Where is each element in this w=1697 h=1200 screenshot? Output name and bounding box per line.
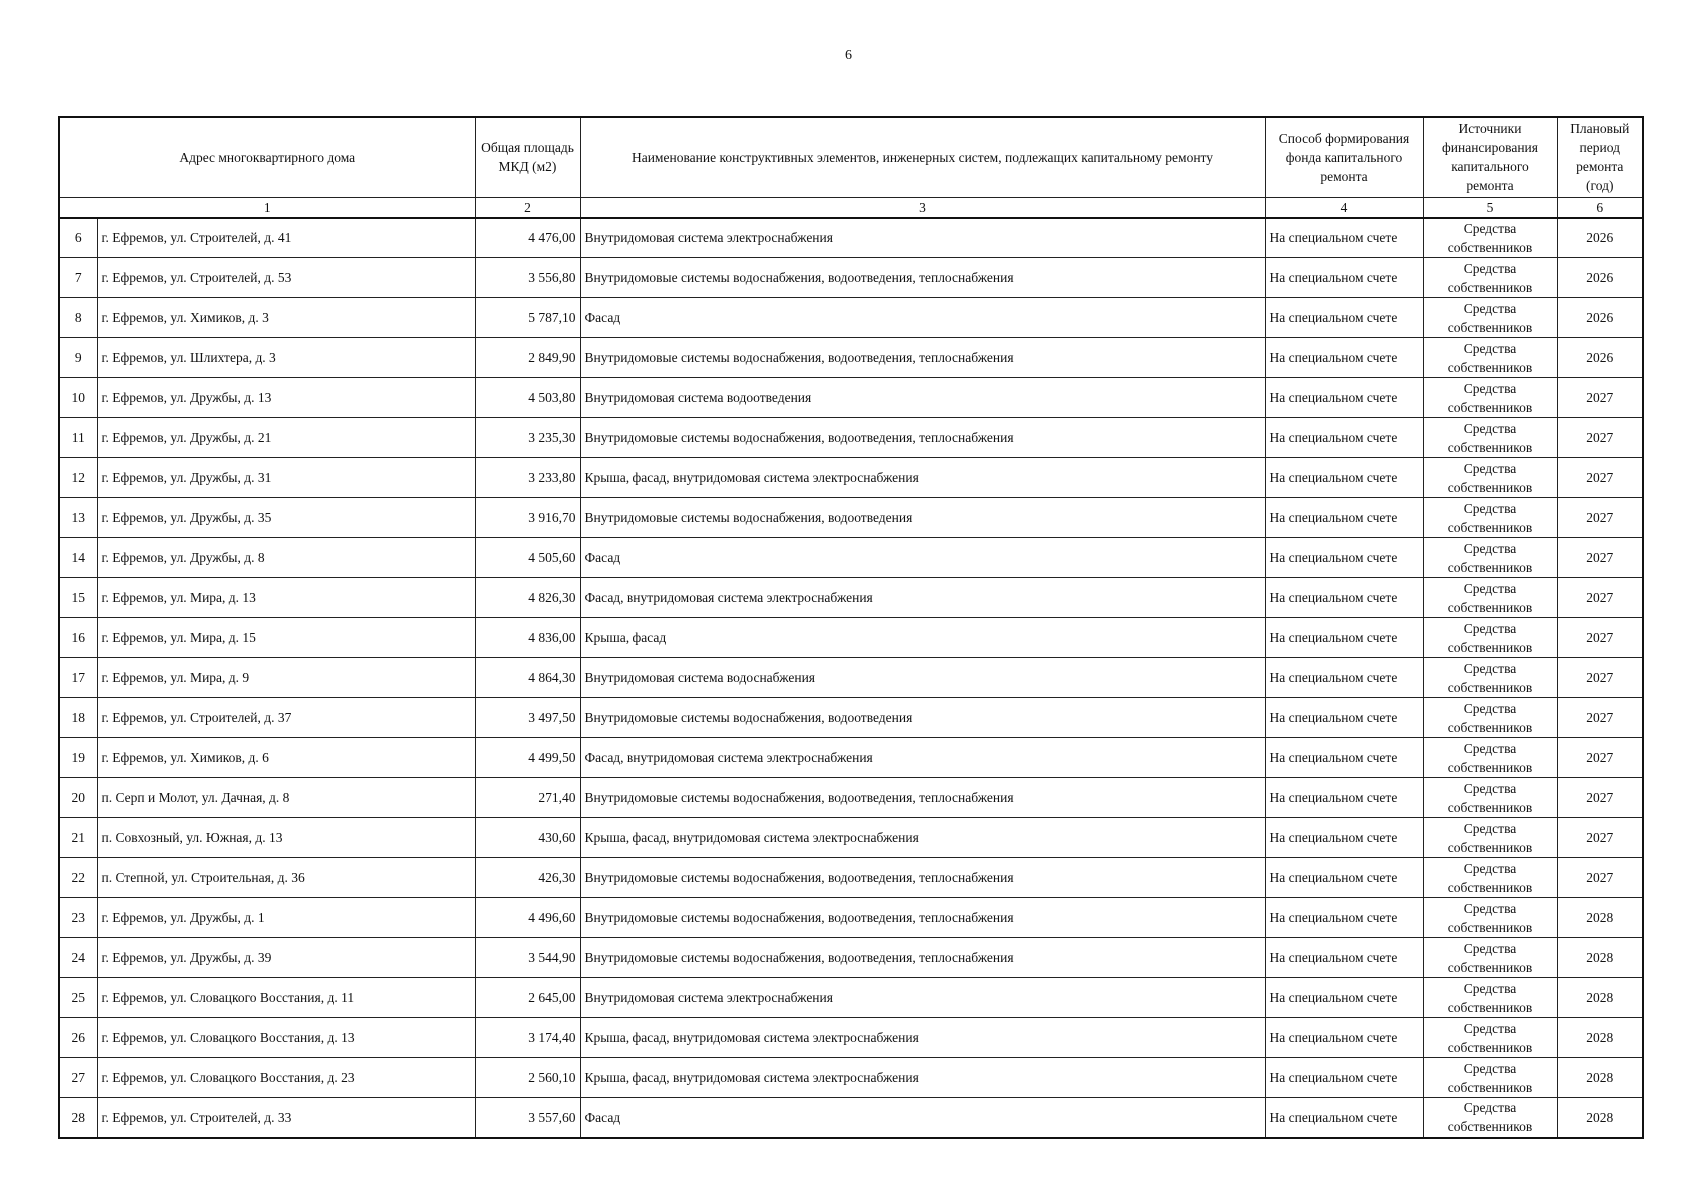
row-number: 27 (59, 1058, 97, 1098)
elements-cell: Внутридомовые системы водоснабжения, водоотведения, теплоснабжения (580, 258, 1265, 298)
table-row (59, 1098, 1643, 1138)
elements-cell: Внутридомовые системы водоснабжения, водоотведения, теплоснабжения (580, 858, 1265, 898)
address-cell: г. Ефремов, ул. Словацкого Восстания, д. 23 (97, 1058, 475, 1098)
year-cell: 2027 (1557, 778, 1643, 818)
table-row (59, 898, 1643, 938)
elements-cell: Фасад (580, 1098, 1265, 1138)
elements-cell: Внутридомовые системы водоснабжения, водоотведения, теплоснабжения (580, 418, 1265, 458)
row-number: 14 (59, 538, 97, 578)
year-cell: 2027 (1557, 698, 1643, 738)
method-cell: На специальном счете (1265, 778, 1423, 818)
method-cell: На специальном счете (1265, 498, 1423, 538)
source-cell: Средства собственников (1423, 418, 1557, 458)
year-cell: 2028 (1557, 1098, 1643, 1138)
area-cell: 4 499,50 (475, 738, 580, 778)
area-cell: 4 836,00 (475, 618, 580, 658)
elements-cell: Внутридомовая система электроснабжения (580, 978, 1265, 1018)
area-cell: 3 235,30 (475, 418, 580, 458)
row-number: 12 (59, 458, 97, 498)
row-number: 25 (59, 978, 97, 1018)
row-number: 21 (59, 818, 97, 858)
source-cell: Средства собственников (1423, 938, 1557, 978)
address-cell: г. Ефремов, ул. Мира, д. 15 (97, 618, 475, 658)
source-cell: Средства собственников (1423, 298, 1557, 338)
method-cell: На специальном счете (1265, 658, 1423, 698)
method-cell: На специальном счете (1265, 258, 1423, 298)
row-number: 17 (59, 658, 97, 698)
year-cell: 2027 (1557, 538, 1643, 578)
area-cell: 4 503,80 (475, 378, 580, 418)
column-number: 4 (1265, 197, 1423, 218)
elements-cell: Фасад, внутридомовая система электроснабжения (580, 578, 1265, 618)
year-cell: 2027 (1557, 498, 1643, 538)
address-cell: г. Ефремов, ул. Мира, д. 9 (97, 658, 475, 698)
area-cell: 3 233,80 (475, 458, 580, 498)
row-number: 28 (59, 1098, 97, 1138)
method-cell: На специальном счете (1265, 938, 1423, 978)
source-cell: Средства собственников (1423, 578, 1557, 618)
row-number: 11 (59, 418, 97, 458)
row-number: 9 (59, 338, 97, 378)
method-cell: На специальном счете (1265, 298, 1423, 338)
elements-cell: Крыша, фасад (580, 618, 1265, 658)
elements-cell: Крыша, фасад, внутридомовая система электроснабжения (580, 1018, 1265, 1058)
elements-cell: Внутридомовые системы водоснабжения, водоотведения (580, 498, 1265, 538)
table-row (59, 738, 1643, 778)
table-header (59, 117, 1643, 218)
table-row (59, 578, 1643, 618)
area-cell: 3 556,80 (475, 258, 580, 298)
address-cell: г. Ефремов, ул. Дружбы, д. 35 (97, 498, 475, 538)
year-cell: 2027 (1557, 458, 1643, 498)
address-cell: г. Ефремов, ул. Дружбы, д. 39 (97, 938, 475, 978)
year-cell: 2028 (1557, 1058, 1643, 1098)
address-cell: г. Ефремов, ул. Строителей, д. 33 (97, 1098, 475, 1138)
table-row (59, 218, 1643, 258)
year-cell: 2027 (1557, 418, 1643, 458)
header-area: Общая площадь МКД (м2) (475, 117, 580, 197)
column-number: 5 (1423, 197, 1557, 218)
method-cell: На специальном счете (1265, 1098, 1423, 1138)
header-source: Источники финансирования капитального ремонта (1423, 117, 1557, 197)
elements-cell: Фасад, внутридомовая система электроснабжения (580, 738, 1265, 778)
year-cell: 2026 (1557, 258, 1643, 298)
year-cell: 2027 (1557, 578, 1643, 618)
header-method: Способ формирования фонда капитального ремонта (1265, 117, 1423, 197)
method-cell: На специальном счете (1265, 898, 1423, 938)
elements-cell: Крыша, фасад, внутридомовая система электроснабжения (580, 818, 1265, 858)
year-cell: 2027 (1557, 818, 1643, 858)
method-cell: На специальном счете (1265, 218, 1423, 258)
year-cell: 2027 (1557, 858, 1643, 898)
address-cell: г. Ефремов, ул. Дружбы, д. 31 (97, 458, 475, 498)
column-number: 2 (475, 197, 580, 218)
area-cell: 4 476,00 (475, 218, 580, 258)
method-cell: На специальном счете (1265, 538, 1423, 578)
area-cell: 4 864,30 (475, 658, 580, 698)
header-elements: Наименование конструктивных элементов, инженерных систем, подлежащих капитальному ремонту (580, 117, 1265, 197)
method-cell: На специальном счете (1265, 698, 1423, 738)
elements-cell: Внутридомовая система водоснабжения (580, 658, 1265, 698)
row-number: 10 (59, 378, 97, 418)
year-cell: 2026 (1557, 298, 1643, 338)
source-cell: Средства собственников (1423, 1018, 1557, 1058)
source-cell: Средства собственников (1423, 218, 1557, 258)
source-cell: Средства собственников (1423, 898, 1557, 938)
area-cell: 430,60 (475, 818, 580, 858)
header-address: Адрес многоквартирного дома (59, 117, 475, 197)
header-period: Плановый период ремонта (год) (1557, 117, 1643, 197)
method-cell: На специальном счете (1265, 858, 1423, 898)
row-number: 6 (59, 218, 97, 258)
row-number: 7 (59, 258, 97, 298)
source-cell: Средства собственников (1423, 258, 1557, 298)
source-cell: Средства собственников (1423, 498, 1557, 538)
address-cell: г. Ефремов, ул. Строителей, д. 53 (97, 258, 475, 298)
table-row (59, 298, 1643, 338)
source-cell: Средства собственников (1423, 458, 1557, 498)
elements-cell: Внутридомовые системы водоснабжения, водоотведения, теплоснабжения (580, 778, 1265, 818)
row-number: 19 (59, 738, 97, 778)
column-number: 1 (59, 197, 475, 218)
method-cell: На специальном счете (1265, 738, 1423, 778)
source-cell: Средства собственников (1423, 818, 1557, 858)
row-number: 24 (59, 938, 97, 978)
address-cell: п. Совхозный, ул. Южная, д. 13 (97, 818, 475, 858)
address-cell: г. Ефремов, ул. Шлихтера, д. 3 (97, 338, 475, 378)
row-number: 18 (59, 698, 97, 738)
area-cell: 5 787,10 (475, 298, 580, 338)
table-row (59, 1018, 1643, 1058)
table-row (59, 978, 1643, 1018)
address-cell: г. Ефремов, ул. Словацкого Восстания, д. 13 (97, 1018, 475, 1058)
source-cell: Средства собственников (1423, 538, 1557, 578)
table-row (59, 418, 1643, 458)
row-number: 20 (59, 778, 97, 818)
address-cell: г. Ефремов, ул. Дружбы, д. 13 (97, 378, 475, 418)
method-cell: На специальном счете (1265, 1018, 1423, 1058)
table-row (59, 818, 1643, 858)
table-row (59, 778, 1643, 818)
area-cell: 3 174,40 (475, 1018, 580, 1058)
source-cell: Средства собственников (1423, 338, 1557, 378)
address-cell: г. Ефремов, ул. Дружбы, д. 8 (97, 538, 475, 578)
address-cell: г. Ефремов, ул. Дружбы, д. 21 (97, 418, 475, 458)
row-number: 22 (59, 858, 97, 898)
elements-cell: Фасад (580, 298, 1265, 338)
source-cell: Средства собственников (1423, 658, 1557, 698)
year-cell: 2027 (1557, 738, 1643, 778)
table-row (59, 1058, 1643, 1098)
year-cell: 2027 (1557, 658, 1643, 698)
method-cell: На специальном счете (1265, 818, 1423, 858)
area-cell: 271,40 (475, 778, 580, 818)
table-row (59, 938, 1643, 978)
address-cell: г. Ефремов, ул. Строителей, д. 41 (97, 218, 475, 258)
elements-cell: Внутридомовая система водоотведения (580, 378, 1265, 418)
area-cell: 2 849,90 (475, 338, 580, 378)
area-cell: 2 560,10 (475, 1058, 580, 1098)
address-cell: п. Серп и Молот, ул. Дачная, д. 8 (97, 778, 475, 818)
address-cell: г. Ефремов, ул. Химиков, д. 3 (97, 298, 475, 338)
row-number: 26 (59, 1018, 97, 1058)
area-cell: 2 645,00 (475, 978, 580, 1018)
row-number: 23 (59, 898, 97, 938)
row-number: 13 (59, 498, 97, 538)
table-row (59, 458, 1643, 498)
table-row (59, 338, 1643, 378)
method-cell: На специальном счете (1265, 378, 1423, 418)
method-cell: На специальном счете (1265, 618, 1423, 658)
column-number: 3 (580, 197, 1265, 218)
elements-cell: Внутридомовые системы водоснабжения, водоотведения, теплоснабжения (580, 898, 1265, 938)
elements-cell: Внутридомовая система электроснабжения (580, 218, 1265, 258)
column-number: 6 (1557, 197, 1643, 218)
table-body (59, 218, 1643, 1138)
elements-cell: Крыша, фасад, внутридомовая система электроснабжения (580, 1058, 1265, 1098)
elements-cell: Внутридомовые системы водоснабжения, водоотведения, теплоснабжения (580, 938, 1265, 978)
address-cell: г. Ефремов, ул. Дружбы, д. 1 (97, 898, 475, 938)
table-row (59, 538, 1643, 578)
method-cell: На специальном счете (1265, 418, 1423, 458)
area-cell: 4 826,30 (475, 578, 580, 618)
elements-cell: Внутридомовые системы водоснабжения, водоотведения (580, 698, 1265, 738)
source-cell: Средства собственников (1423, 1058, 1557, 1098)
table-row (59, 258, 1643, 298)
address-cell: п. Степной, ул. Строительная, д. 36 (97, 858, 475, 898)
source-cell: Средства собственников (1423, 1098, 1557, 1138)
year-cell: 2028 (1557, 1018, 1643, 1058)
source-cell: Средства собственников (1423, 738, 1557, 778)
row-number: 15 (59, 578, 97, 618)
method-cell: На специальном счете (1265, 978, 1423, 1018)
area-cell: 426,30 (475, 858, 580, 898)
row-number: 8 (59, 298, 97, 338)
source-cell: Средства собственников (1423, 378, 1557, 418)
table-row (59, 618, 1643, 658)
area-cell: 4 505,60 (475, 538, 580, 578)
elements-cell: Фасад (580, 538, 1265, 578)
address-cell: г. Ефремов, ул. Химиков, д. 6 (97, 738, 475, 778)
method-cell: На специальном счете (1265, 458, 1423, 498)
area-cell: 4 496,60 (475, 898, 580, 938)
table-row (59, 498, 1643, 538)
table-row (59, 658, 1643, 698)
page-number: 6 (845, 48, 852, 63)
year-cell: 2028 (1557, 978, 1643, 1018)
method-cell: На специальном счете (1265, 1058, 1423, 1098)
year-cell: 2028 (1557, 938, 1643, 978)
area-cell: 3 544,90 (475, 938, 580, 978)
source-cell: Средства собственников (1423, 618, 1557, 658)
table-row (59, 378, 1643, 418)
table-row (59, 858, 1643, 898)
elements-cell: Крыша, фасад, внутридомовая система электроснабжения (580, 458, 1265, 498)
address-cell: г. Ефремов, ул. Словацкого Восстания, д. 11 (97, 978, 475, 1018)
repair-schedule-table (58, 116, 1644, 1139)
year-cell: 2026 (1557, 338, 1643, 378)
source-cell: Средства собственников (1423, 978, 1557, 1018)
source-cell: Средства собственников (1423, 698, 1557, 738)
address-cell: г. Ефремов, ул. Строителей, д. 37 (97, 698, 475, 738)
elements-cell: Внутридомовые системы водоснабжения, водоотведения, теплоснабжения (580, 338, 1265, 378)
area-cell: 3 916,70 (475, 498, 580, 538)
method-cell: На специальном счете (1265, 338, 1423, 378)
source-cell: Средства собственников (1423, 778, 1557, 818)
area-cell: 3 497,50 (475, 698, 580, 738)
year-cell: 2027 (1557, 618, 1643, 658)
table-row (59, 698, 1643, 738)
year-cell: 2026 (1557, 218, 1643, 258)
year-cell: 2027 (1557, 378, 1643, 418)
year-cell: 2028 (1557, 898, 1643, 938)
row-number: 16 (59, 618, 97, 658)
address-cell: г. Ефремов, ул. Мира, д. 13 (97, 578, 475, 618)
area-cell: 3 557,60 (475, 1098, 580, 1138)
method-cell: На специальном счете (1265, 578, 1423, 618)
source-cell: Средства собственников (1423, 858, 1557, 898)
